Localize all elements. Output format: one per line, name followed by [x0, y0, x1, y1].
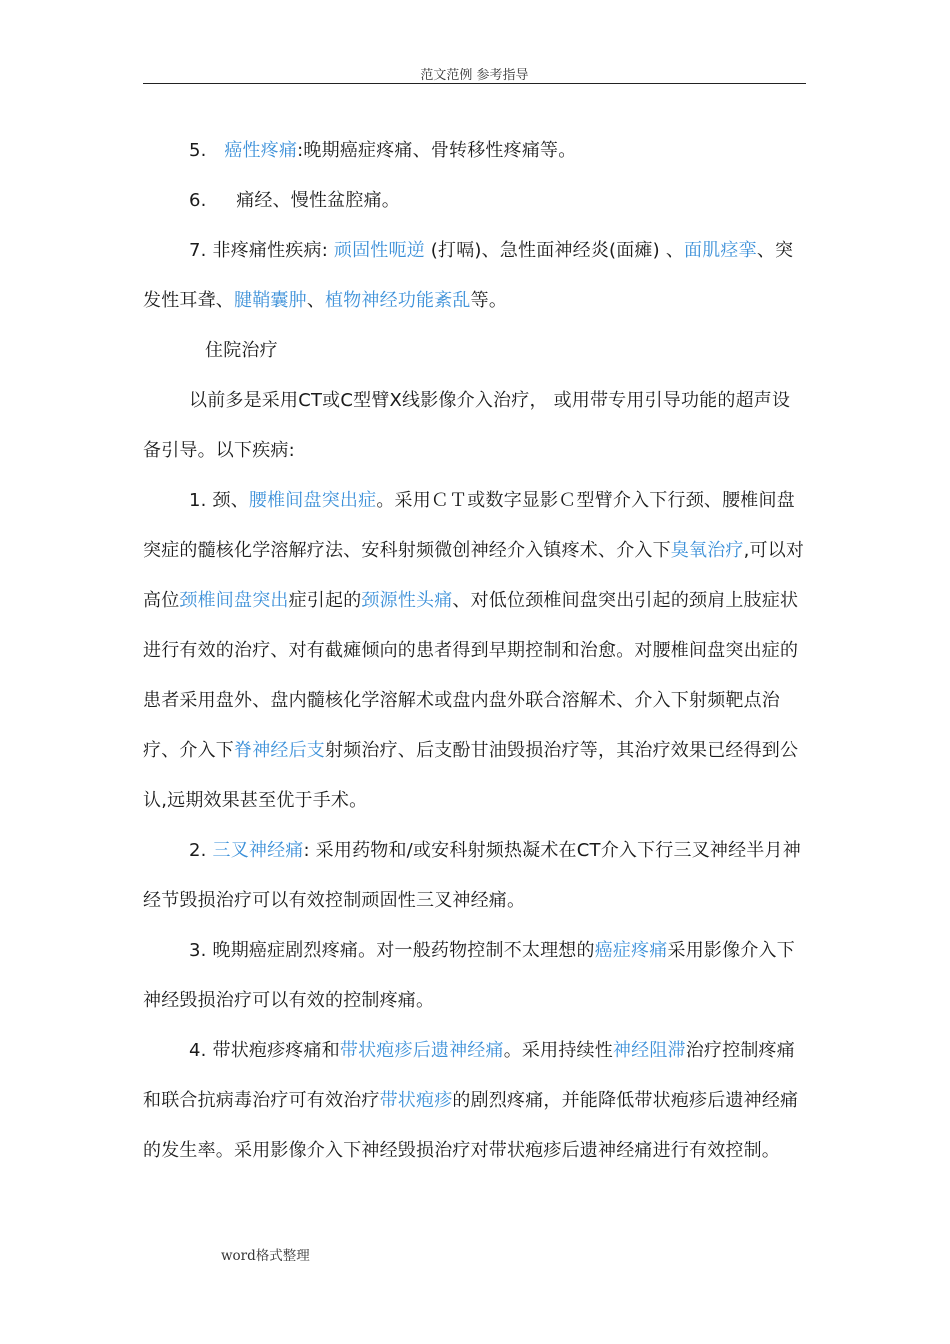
text: 、对低位颈椎间盘突出引起的颈肩上肢症状进行有效的治疗、对有截瘫倾向的患者得到早期控制和治愈。对腰椎间盘突出症的患者采用盘外、盘内髓核化学溶解术或盘内盘外联合溶解术、介入下射频靶点治疗、介入下 — [143, 590, 799, 761]
cancer-pain-paragraph — [143, 926, 806, 1026]
text: 7. 非疼痛性疾病: — [189, 240, 334, 261]
text: 射频治疗、后支酚甘油毁损治疗等，其治疗效果已经得到公认,远期效果甚至优于手术。 — [143, 740, 799, 811]
link-ganglion-cyst[interactable]: 腱鞘囊肿 — [234, 290, 307, 311]
link-cancer-pain[interactable]: 癌性疼痛 — [224, 140, 298, 161]
text: 。采用持续性 — [503, 1040, 613, 1061]
item-6-paragraph — [143, 176, 806, 226]
item-number: 2. — [189, 840, 207, 861]
item-5-paragraph — [143, 126, 806, 176]
link-spinal-nerve[interactable]: 脊神经后支 — [234, 740, 325, 761]
link-postherpetic-neuralgia[interactable]: 带状疱疹后遗神经痛 — [339, 1040, 504, 1061]
link-autonomic-disorder[interactable]: 植物神经功能紊乱 — [325, 290, 471, 311]
link-trigeminal-neuralgia[interactable]: 三叉神经痛 — [212, 840, 304, 861]
page-header: 范文范例 参考指导 — [420, 68, 529, 83]
link-cervical-disc[interactable]: 颈椎间盘突出 — [179, 590, 289, 611]
text: 治疗控制疼痛和联合抗病毒治疗可有效治疗 — [143, 1040, 795, 1111]
link-herpes-zoster[interactable]: 带状疱疹 — [379, 1090, 453, 1111]
link-hiccup[interactable]: 顽固性呃逆 — [333, 240, 425, 261]
text: 症引起的 — [288, 590, 362, 611]
text: :晚期癌症疼痛、骨转移性疼痛等。 — [297, 140, 577, 161]
text: 的剧烈疼痛，并能降低带状疱疹后遗神经痛的发生率。采用影像介入下神经毁损治疗对带状疱疹后遗神经痛进行有效控制。 — [143, 1090, 799, 1161]
text: : 采用药物和/或安科射频热凝术在CT介入下行三叉神经半月神经节毁损治疗可以有效控制顽固性三叉神经痛。 — [143, 840, 801, 911]
text: 、 — [306, 290, 326, 311]
text: 、突发性耳聋、 — [143, 240, 794, 311]
disc-herniation-paragraph — [143, 476, 806, 826]
link-ozone-therapy[interactable]: 臭氧治疗 — [670, 540, 744, 561]
link-lumbar-disc[interactable]: 腰椎间盘突出症 — [248, 490, 377, 511]
text: 痛经、慢性盆腔痛。 — [236, 190, 400, 211]
text: 1. 颈、 — [189, 490, 249, 511]
intro-paragraph: 以前多是采用CT或C型臂X线影像介入治疗， 或用带专用引导功能的超声设备引导。以下疾病: — [143, 390, 791, 461]
herpes-paragraph — [143, 1026, 806, 1176]
link-nerve-block[interactable]: 神经阻滞 — [612, 1040, 686, 1061]
item-number: 5. — [189, 140, 207, 161]
link-facial-spasm[interactable]: 面肌痉挛 — [684, 240, 757, 261]
text: 。采用ＣＴ或数字显影Ｃ型臂介入下行颈、腰椎间盘突症的髓核化学溶解疗法、安科射频微创神经介入镇疼术、介入下 — [143, 490, 795, 561]
text: 等。 — [470, 290, 508, 311]
section-heading: 住院治疗 — [205, 340, 278, 361]
text: 4. 带状疱疹疼痛和 — [189, 1040, 340, 1061]
document-body — [143, 126, 806, 1176]
text: ,可以对高位 — [143, 540, 805, 611]
item-number: 6. — [189, 190, 207, 211]
text: (打嗝)、急性面神经炎(面瘫) 、 — [424, 240, 685, 261]
text: 采用影像介入下神经毁损治疗可以有效的控制疼痛。 — [143, 940, 795, 1011]
link-cancer-pain-2[interactable]: 癌症疼痛 — [594, 940, 668, 961]
item-7-paragraph — [143, 226, 806, 326]
text: 3. 晚期癌症剧烈疼痛。对一般药物控制不太理想的 — [189, 940, 595, 961]
header-divider — [143, 83, 806, 84]
trigeminal-paragraph — [143, 826, 806, 926]
link-cervicogenic-headache[interactable]: 颈源性头痛 — [361, 590, 453, 611]
page-footer: word格式整理 — [221, 1248, 310, 1264]
